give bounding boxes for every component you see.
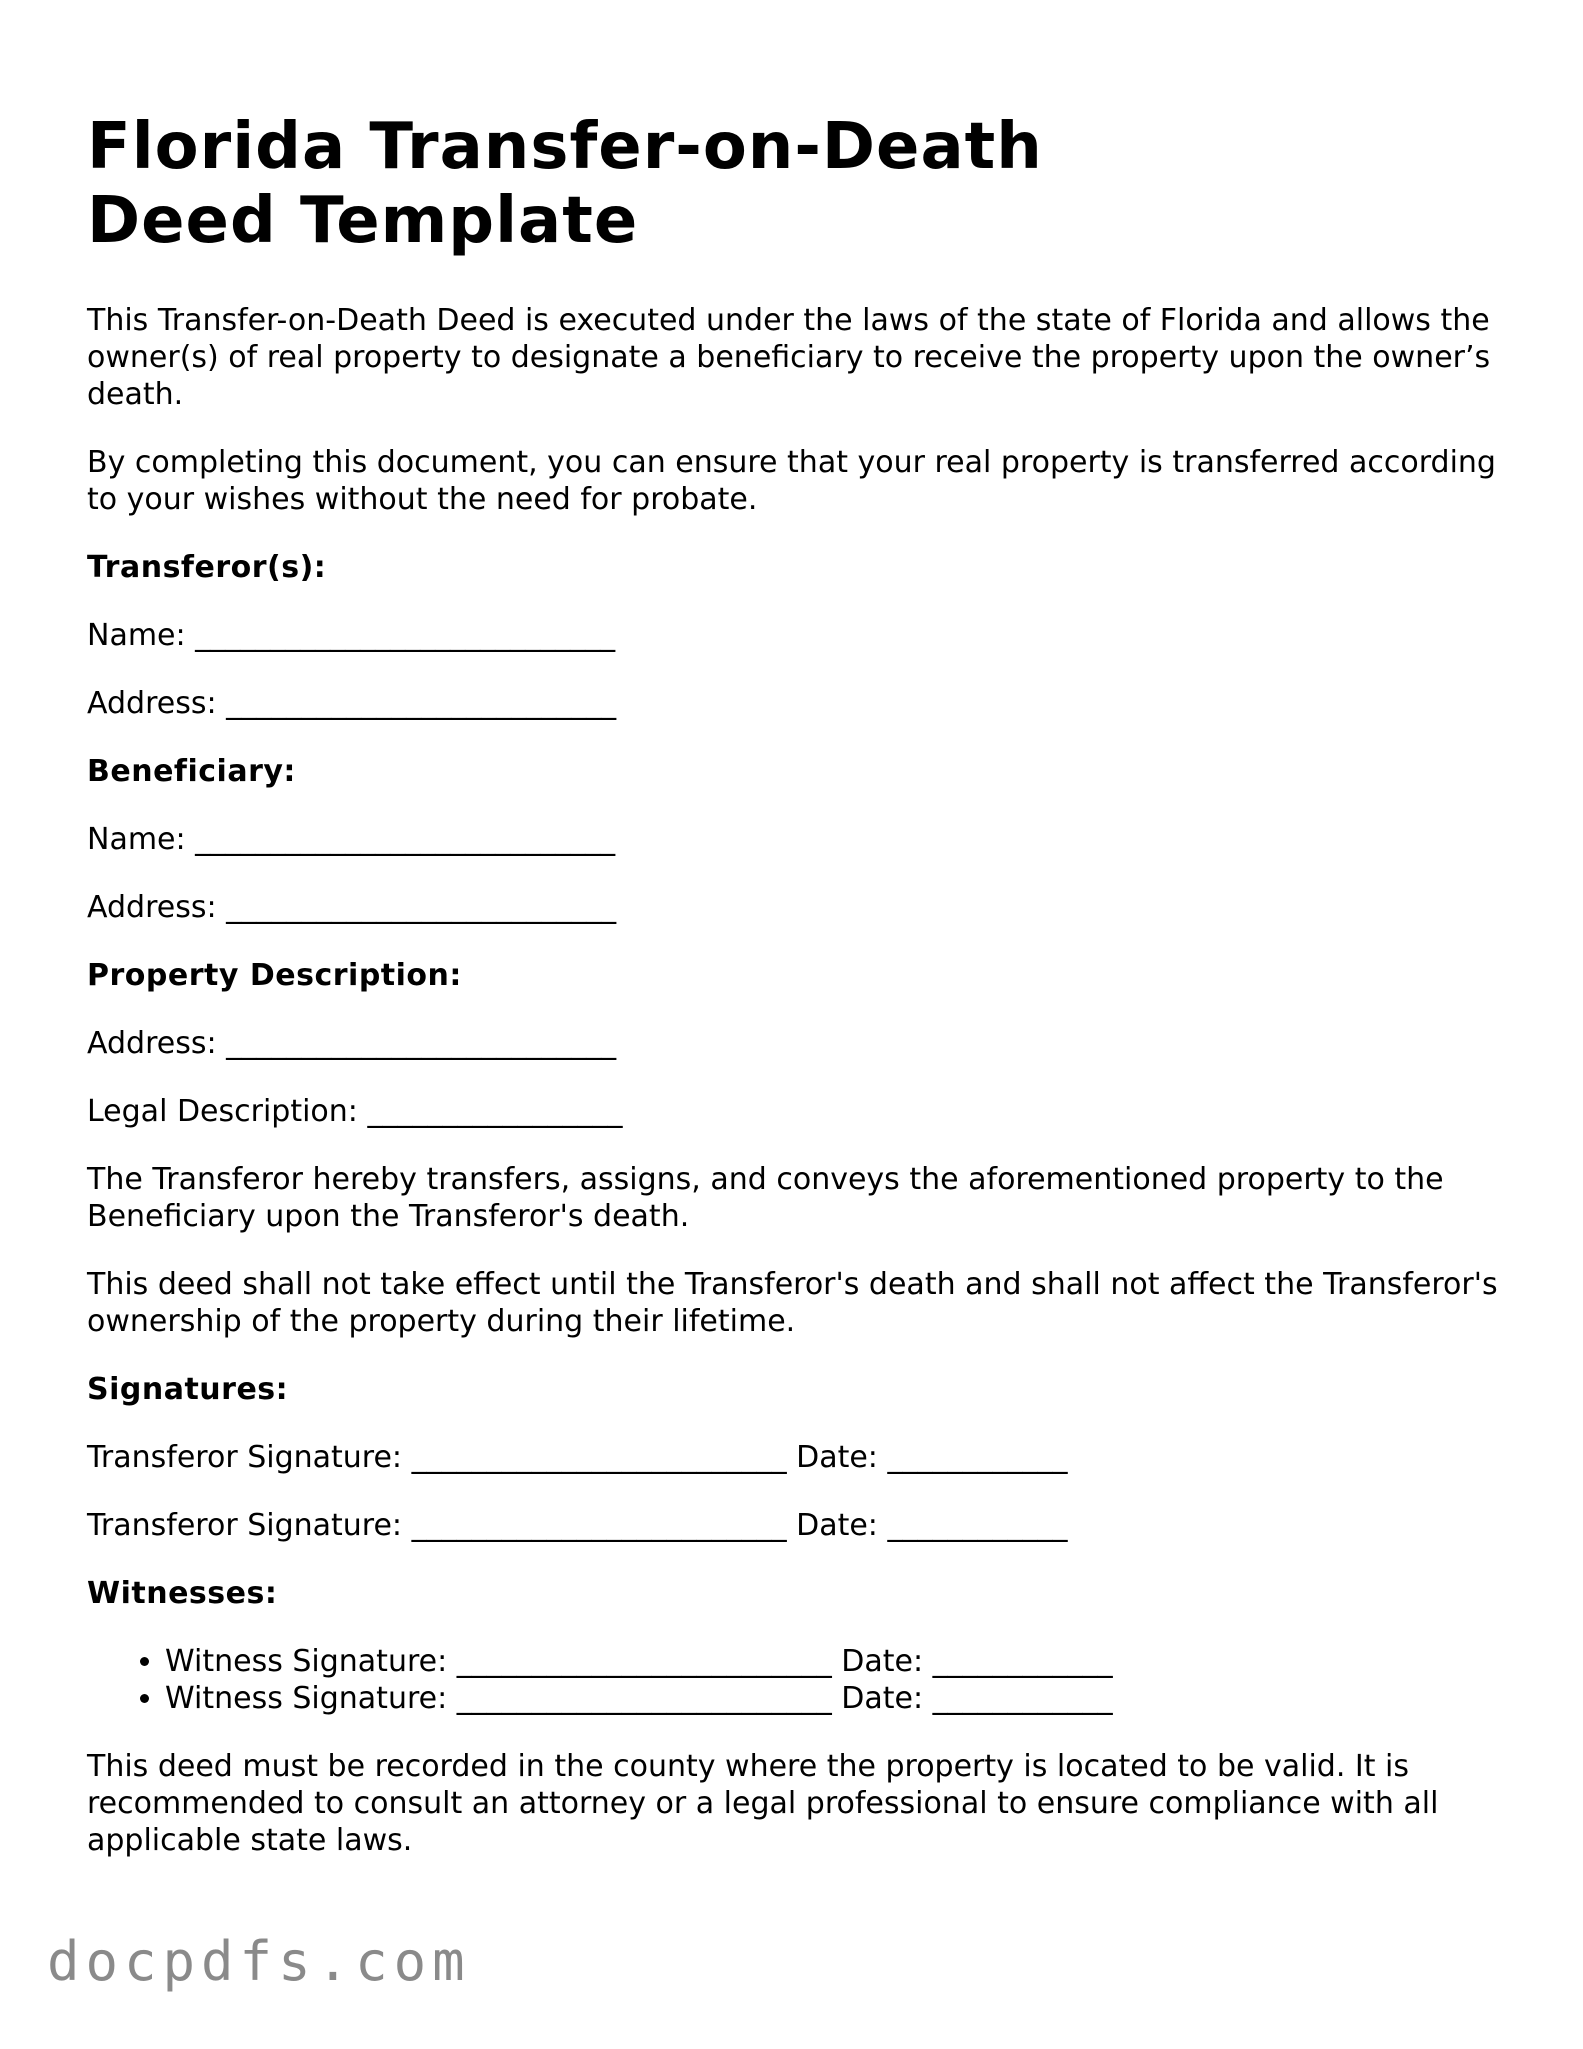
signatures-heading: Signatures:	[87, 1372, 289, 1407]
witness-list	[87, 1643, 1507, 1717]
property-heading: Property Description:	[87, 958, 462, 993]
transferor-name-field: Name: ____________________________	[87, 618, 616, 653]
witness-signature-line-2: • Witness Signature: _________________________ Date: ____________	[165, 1680, 1507, 1717]
witness-signature-line-1: • Witness Signature: _________________________ Date: ____________	[165, 1643, 1507, 1680]
property-address-field: Address: __________________________	[87, 1026, 617, 1061]
watermark-logo: docpdfs.com	[47, 1930, 471, 1993]
beneficiary-name-field: Name: ____________________________	[87, 822, 616, 857]
closing-paragraph: This deed must be recorded in the county where the property is located to be valid. It is recommended to consult an attorney or a legal professional to ensure compliance with all applicable state laws.	[87, 1749, 1439, 1858]
intro-paragraph: This Transfer-on-Death Deed is executed under the laws of the state of Florida and allows the owner(s) of real property to designate a beneficiary to receive the property upon the owner’s death.	[87, 303, 1491, 412]
witnesses-heading: Witnesses:	[87, 1576, 278, 1611]
transferor-address-field: Address: __________________________	[87, 686, 617, 721]
transfer-clause: The Transferor hereby transfers, assigns, and conveys the aforementioned property to the Beneficiary upon the Transferor's death.	[87, 1162, 1444, 1234]
beneficiary-heading: Beneficiary:	[87, 754, 296, 789]
transferor-signature-line-1: Transferor Signature: _________________________ Date: ____________	[87, 1440, 1068, 1475]
transferor-heading: Transferor(s):	[87, 550, 327, 585]
intro-paragraph-2: By completing this document, you can ensure that your real property is transferred according to your wishes without the need for probate.	[87, 445, 1496, 517]
effect-clause: This deed shall not take effect until the Transferor's death and shall not affect the Transferor's ownership of the property during their lifetime.	[87, 1267, 1498, 1339]
document-title: Florida Transfer-on-Death Deed Template	[87, 110, 1043, 258]
beneficiary-address-field: Address: __________________________	[87, 890, 617, 925]
transferor-signature-line-2: Transferor Signature: _________________________ Date: ____________	[87, 1508, 1068, 1543]
document-body	[87, 110, 1507, 1859]
property-legal-field: Legal Description: _________________	[87, 1094, 623, 1129]
